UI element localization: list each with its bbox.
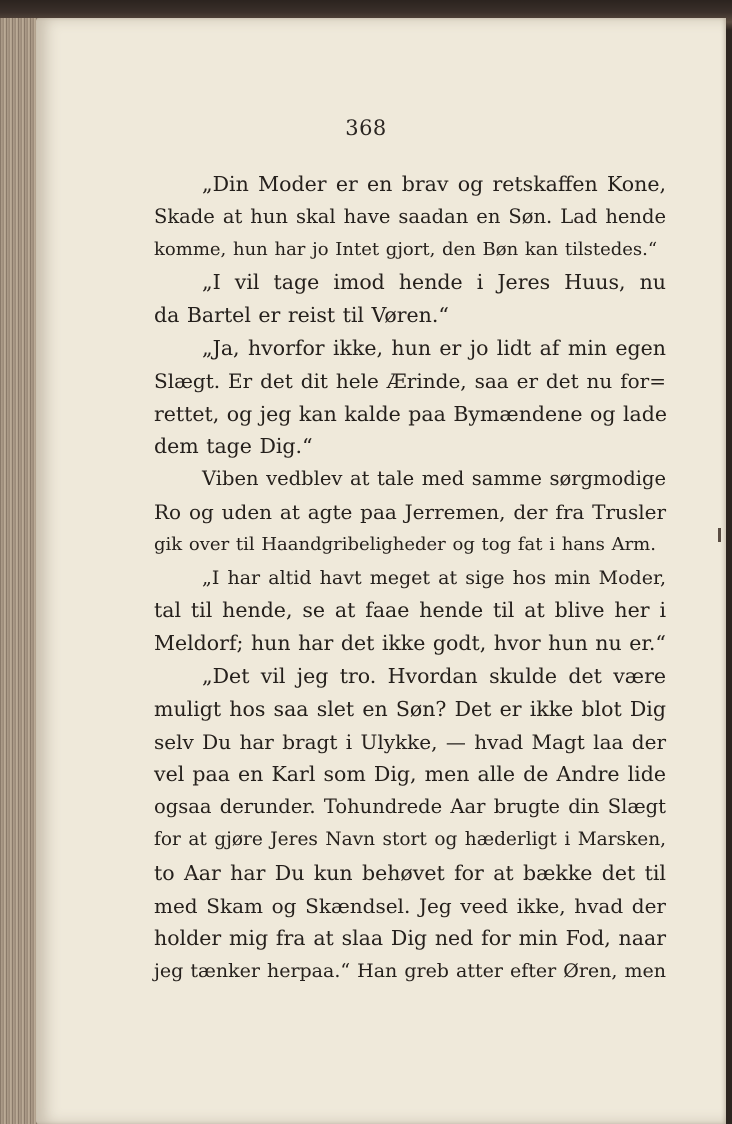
text-line: gik over til Haandgribeligheder og tog fat i hans Arm. <box>154 533 656 555</box>
body-text <box>154 168 666 988</box>
text-line: for at gjøre Jeres Navn stort og hæderligt i Marsken, <box>154 828 666 850</box>
text-line: „Din Moder er en brav og retskaffen Kone, <box>202 172 666 196</box>
text-line: muligt hos saa slet en Søn? Det er ikke blot Dig <box>154 696 666 721</box>
text-line: ogsaa derunder. Tohundrede Aar brugte din Slægt <box>154 795 666 819</box>
text-line: „I har altid havt meget at sige hos min Moder, <box>202 566 666 589</box>
text-line: selv Du har bragt i Ulykke, — hvad Magt laa der <box>154 729 666 754</box>
text-line: Viben vedblev at tale med samme sørgmodige <box>202 467 666 491</box>
text-line: „Ja, hvorfor ikke, hun er jo lidt af min egen <box>202 335 666 360</box>
text-line: „Det vil jeg tro. Hvordan skulde det være <box>202 663 666 688</box>
text-line: rettet, og jeg kan kalde paa Bymændene og lade <box>154 401 668 426</box>
text-line: vel paa en Karl som Dig, men alle de Andre lide <box>154 762 666 787</box>
margin-mark <box>718 528 721 542</box>
text-line: Meldorf; hun har det ikke godt, hvor hun nu er.“ <box>154 631 666 656</box>
text-line: med Skam og Skændsel. Jeg veed ikke, hvad der <box>154 893 666 918</box>
page-number: 368 <box>345 116 387 140</box>
text-line: tal til hende, se at faae hende til at blive her i <box>154 598 666 623</box>
text-line: „I vil tage imod hende i Jeres Huus, nu <box>202 270 666 295</box>
text-line: jeg tænker herpaa.“ Han greb atter efter Øren, men <box>154 960 666 983</box>
text-line: da Bartel er reist til Vøren.“ <box>154 303 449 328</box>
text-line: holder mig fra at slaa Dig ned for min Fod, naar <box>154 926 666 951</box>
text-line: Slægt. Er det dit hele Ærinde, saa er det nu for= <box>154 368 666 393</box>
text-line: Skade at hun skal have saadan en Søn. Lad hende <box>154 204 666 228</box>
text-line: Ro og uden at agte paa Jerremen, der fra Trusler <box>154 499 666 524</box>
text-line: to Aar har Du kun behøvet for at bække det til <box>154 860 666 885</box>
text-line: dem tage Dig.“ <box>154 434 313 459</box>
text-line: komme, hun har jo Intet gjort, den Bøn kan tilstedes.“ <box>154 238 658 260</box>
